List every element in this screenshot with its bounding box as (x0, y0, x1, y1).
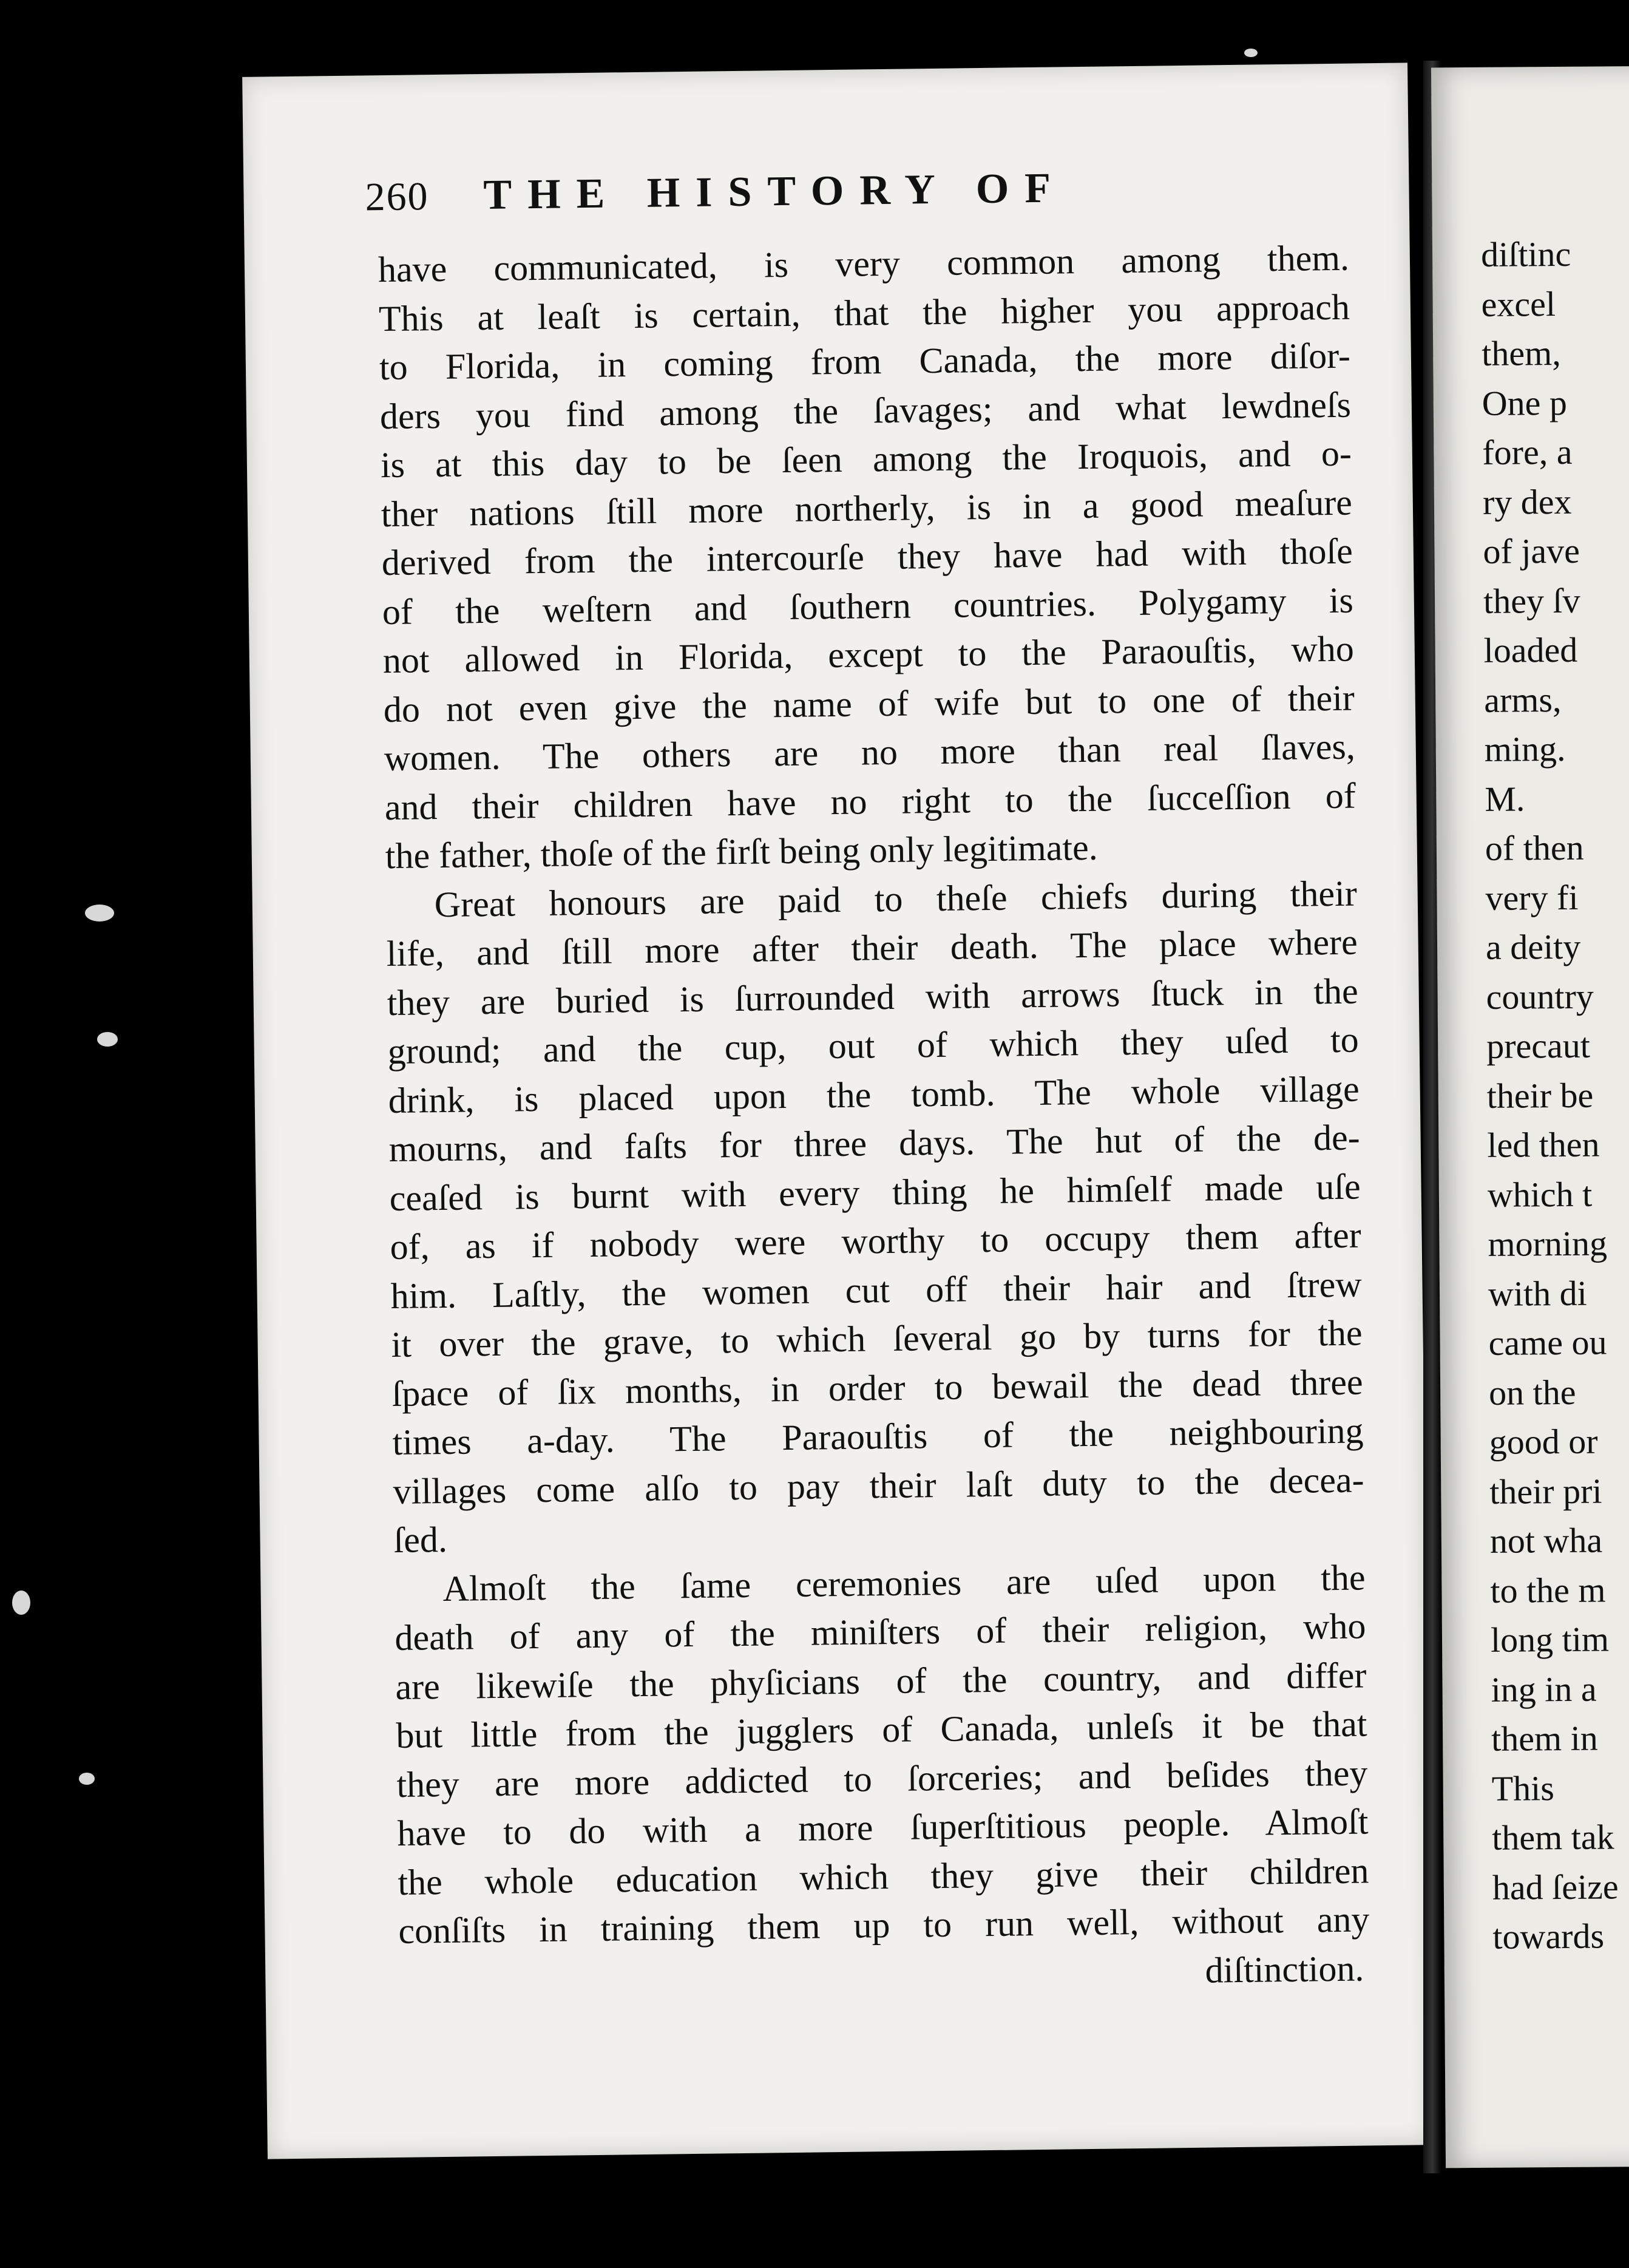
facing-text-line: precaut (1486, 1025, 1591, 1066)
text-line: ceaſed is burnt with every thing he himſelf made uſe (389, 1166, 1361, 1218)
facing-text-line: excel (1481, 284, 1556, 324)
facing-text-line: ry dex (1482, 481, 1572, 522)
running-head (365, 161, 1349, 240)
scan-speck (79, 1773, 95, 1785)
text-line: life, and ſtill more after their death. The place where (386, 922, 1358, 974)
text-line: ſpace of ſix months, in order to bewail the dead three (391, 1361, 1363, 1414)
facing-text-line: which t (1487, 1174, 1593, 1215)
facing-text-line: This (1491, 1768, 1555, 1808)
text-line: are likewiſe the phyſicians of the country, and differ (395, 1654, 1367, 1707)
facing-text-line: M. (1485, 778, 1525, 819)
facing-text-line: had ſeize (1492, 1866, 1619, 1907)
text-line: This at leaſt is certain, that the higher you approach (378, 287, 1350, 339)
text-line: they are buried is ſurrounded with arrows ſtuck in the (387, 971, 1359, 1023)
text-line: drink, is placed upon the tomb. The whole village (388, 1068, 1360, 1121)
text-line: Almoſt the ſame ceremonies are uſed upon the (442, 1557, 1366, 1609)
facing-text-line: led then (1487, 1124, 1600, 1165)
text-line: mourns, and faſts for three days. The hut of the de- (388, 1117, 1360, 1170)
paragraph-1 (378, 234, 1357, 881)
paragraph-2 (385, 869, 1365, 1564)
facing-text-line: diſtinc (1480, 234, 1571, 274)
text-line: times a-day. The Paraouſtis of the neighbouring (392, 1410, 1364, 1462)
text-line: villages come alſo to pay their laſt duty to the decea- (393, 1459, 1364, 1512)
facing-text-line: country (1486, 976, 1594, 1017)
scan-speck (85, 905, 114, 922)
facing-text-line: to the m (1490, 1569, 1606, 1611)
facing-text-line: good or (1489, 1421, 1598, 1462)
facing-text-line: towards (1492, 1916, 1605, 1957)
text-line: women. The others are no more than real ſlaves, (384, 726, 1356, 779)
text-line: have communicated, is very common among them. (378, 237, 1350, 290)
text-line: ground; and the cup, out of which they uſed to (387, 1019, 1360, 1072)
facing-text-line: fore, a (1482, 432, 1573, 472)
facing-text-line: with di (1488, 1273, 1587, 1314)
text-line: to Florida, in coming from Canada, the more diſor- (379, 335, 1351, 388)
catchword: diſtinction. (1205, 1948, 1364, 1991)
page-text-block (365, 161, 1370, 2005)
text-line: is at this day to be ſeen among the Iroquois, and o- (380, 433, 1352, 486)
text-line: not allowed in Florida, except to the Paraouſtis, who (382, 628, 1355, 681)
text-line: the father, thoſe of the firſt being only legitimate. (385, 827, 1099, 877)
text-line: and their children have no right to the ſucceſſion of (384, 775, 1356, 827)
facing-text-line: very fi (1485, 877, 1579, 918)
text-line: conſiſts in training them up to run well, without any (398, 1899, 1370, 1951)
facing-text-line: their pri (1489, 1471, 1602, 1512)
running-head-title: THE HISTORY OF (483, 165, 1067, 219)
text-line: it over the grave, to which ſeveral go by turns for the (391, 1312, 1363, 1365)
text-line: of, as if nobody were worthy to occupy them after (390, 1215, 1361, 1268)
facing-text-line: ing in a (1491, 1669, 1597, 1709)
text-line: ther nations ſtill more northerly, is in a good meaſure (381, 482, 1353, 534)
text-line: but little from the jugglers of Canada, unleſs it be that (396, 1703, 1367, 1756)
text-line: do not even give the name of wife but to one of their (383, 677, 1355, 730)
right-book-page-fragment (1431, 66, 1629, 2168)
facing-text-line: of jave (1483, 531, 1580, 571)
facing-text-line: morning (1488, 1223, 1608, 1264)
facing-text-line: arms, (1483, 679, 1562, 720)
facing-text-line: them in (1491, 1718, 1598, 1759)
facing-text-line: loaded (1483, 630, 1578, 670)
facing-text-line: long tim (1490, 1619, 1610, 1660)
facing-text-line: came ou (1488, 1322, 1607, 1363)
text-line: the whole education which they give their children (398, 1850, 1369, 1903)
facing-text-line: of then (1485, 827, 1584, 868)
facing-text-line: One p (1482, 382, 1568, 423)
text-line: derived from the intercourſe they have had with thoſe (381, 531, 1353, 583)
facing-text-line: them tak (1492, 1817, 1614, 1858)
scan-speck (12, 1591, 30, 1615)
text-line: death of any of the miniſters of their religion, who (395, 1606, 1366, 1658)
scan-speck (1244, 49, 1258, 57)
right-page-text-block (1481, 229, 1629, 1962)
text-line: they are more addicted to ſorceries; and beſides they (396, 1752, 1368, 1805)
scan-speck (97, 1032, 118, 1047)
text-line: Great honours are paid to theſe chiefs during their (434, 873, 1358, 925)
facing-text-line: their be (1486, 1075, 1594, 1116)
text-line: ders you find among the ſavages; and what lewdneſs (379, 384, 1352, 436)
left-book-page (242, 63, 1433, 2159)
facing-text-line: them, (1481, 333, 1561, 373)
text-line: him. Laſtly, the women cut off their hair and ſtrew (390, 1263, 1362, 1316)
facing-text-line: ming. (1484, 728, 1566, 769)
page-number: 260 (365, 174, 429, 220)
text-line: have to do with a more ſuperſtitious people. Almoſt (397, 1801, 1369, 1853)
facing-text-line: a deity (1485, 926, 1581, 967)
facing-text-line: they ſv (1483, 580, 1580, 621)
text-line: of the weſtern and ſouthern countries. Polygamy is (382, 580, 1354, 632)
paragraph-3 (394, 1553, 1370, 1955)
text-line: ſed. (393, 1519, 448, 1560)
facing-text-line: on the (1488, 1372, 1576, 1413)
facing-text-line: not wha (1489, 1520, 1603, 1561)
